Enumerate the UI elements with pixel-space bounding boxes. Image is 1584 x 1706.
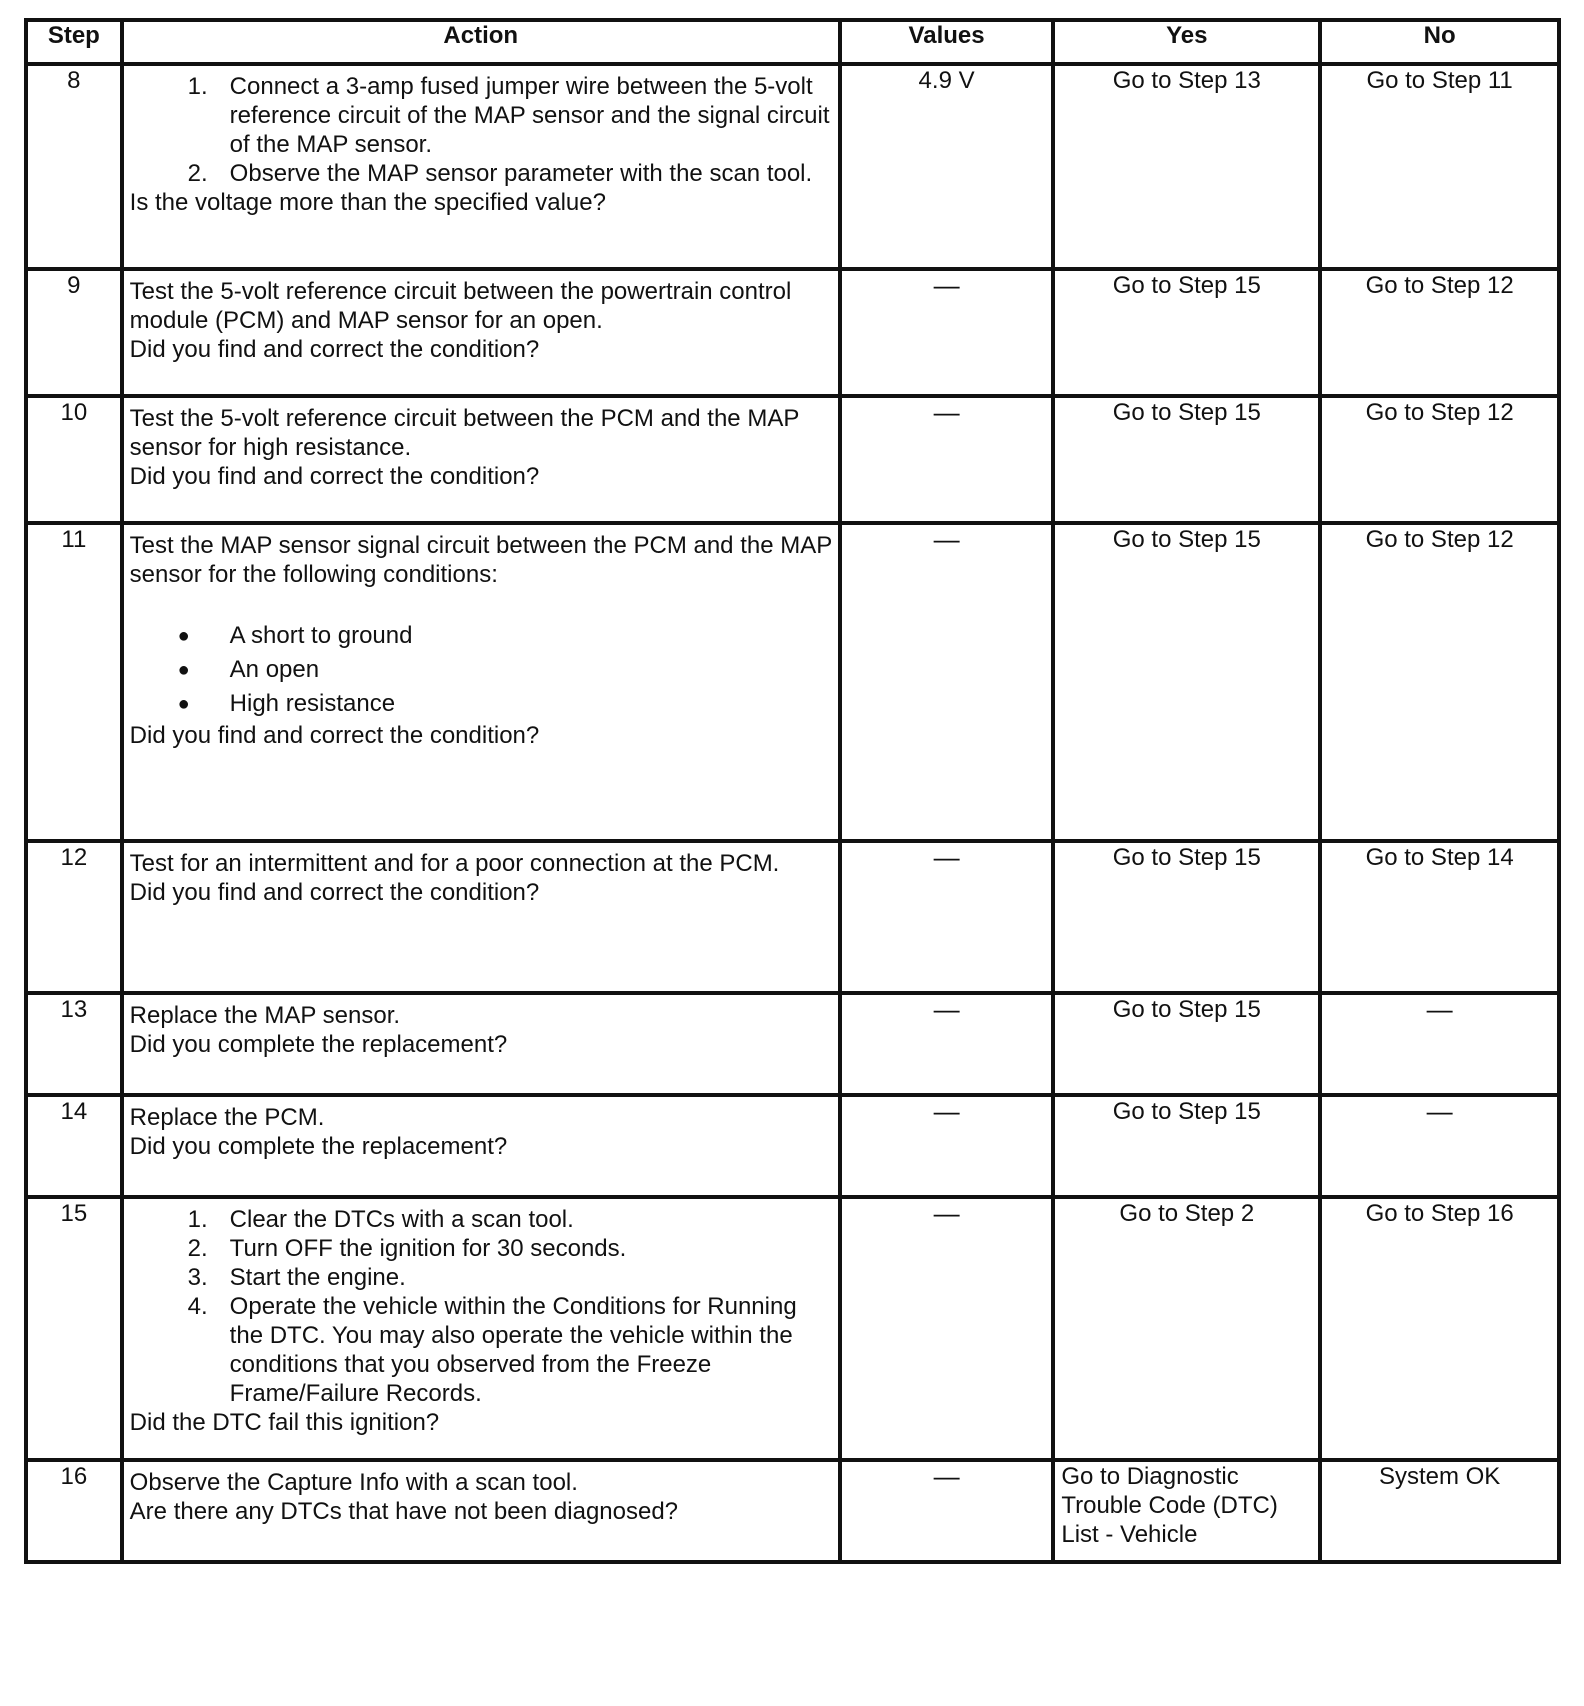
action-text: Replace the MAP sensor. <box>129 1002 401 1029</box>
no-result: Go to Step 11 <box>1366 67 1513 94</box>
no-result: Go to Step 12 <box>1365 526 1514 553</box>
step-number: 12 <box>60 844 88 871</box>
yes-result: Go to Step 15 <box>1112 1098 1261 1125</box>
table-row <box>26 1095 1559 1197</box>
action-text: Test the MAP sensor signal circuit between the PCM and the MAP sensor for the following conditions: <box>129 532 832 588</box>
action-question: Are there any DTCs that have not been diagnosed? <box>129 1498 679 1525</box>
no-result: System OK <box>1378 1463 1501 1490</box>
table-row <box>26 841 1559 993</box>
yes-result: Go to Step 13 <box>1112 67 1261 94</box>
action-text: Test the 5-volt reference circuit between the PCM and the MAP sensor for high resistance. <box>129 405 799 461</box>
step-number: 15 <box>60 1200 88 1227</box>
value-text: — <box>933 994 960 1024</box>
table-row <box>26 1197 1559 1460</box>
no-result: Go to Step 12 <box>1365 399 1514 426</box>
action-question: Did you complete the replacement? <box>129 1031 508 1058</box>
yes-result: Go to Step 15 <box>1112 399 1261 426</box>
step-number: 10 <box>60 399 88 426</box>
diagnostic-table-sheet <box>24 18 1561 1682</box>
table-row <box>26 64 1559 269</box>
table-row <box>26 993 1559 1095</box>
no-result: — <box>1426 994 1453 1024</box>
action-question: Did you find and correct the condition? <box>129 463 540 490</box>
action-text: Test the 5-volt reference circuit between the powertrain control module (PCM) and MAP sensor for an open. <box>129 278 792 334</box>
header-step: Step <box>26 20 122 64</box>
no-result: Go to Step 14 <box>1365 844 1514 871</box>
value-text: — <box>933 1096 960 1126</box>
action-question: Did you find and correct the condition? <box>129 722 540 749</box>
value-text: 4.9 V <box>918 67 975 94</box>
header-yes: Yes <box>1053 20 1320 64</box>
list-item: 1. Connect a 3-amp fused jumper wire between the 5-volt reference circuit of the MAP sensor and the signal circuit of the MAP sensor. <box>187 73 830 158</box>
header-values: Values <box>840 20 1054 64</box>
table-row <box>26 269 1559 396</box>
no-result: — <box>1426 1096 1453 1126</box>
yes-result: Go to Step 15 <box>1112 526 1261 553</box>
yes-result: Go to Step 15 <box>1112 996 1261 1023</box>
diagnostic-table <box>24 18 1561 1564</box>
yes-result: Go to Step 15 <box>1112 844 1261 871</box>
no-result: Go to Step 12 <box>1365 272 1514 299</box>
action-question: Did you complete the replacement? <box>129 1133 508 1160</box>
action-question: Did the DTC fail this ignition? <box>129 1409 440 1436</box>
list-item: 4. Operate the vehicle within the Conditions for Running the DTC. You may also operate the vehicle within the conditions that you observed from the Freeze Frame/Failure Records. <box>187 1293 797 1407</box>
header-no: No <box>1320 20 1559 64</box>
action-question: Did you find and correct the condition? <box>129 879 540 906</box>
list-item: ● High resistance <box>177 690 396 717</box>
table-row <box>26 523 1559 841</box>
step-number: 14 <box>60 1098 88 1125</box>
condition-list <box>130 619 834 721</box>
action-steps <box>130 72 834 188</box>
value-text: — <box>933 397 960 427</box>
list-item: 2. Observe the MAP sensor parameter with the scan tool. <box>187 160 813 187</box>
action-question: Did you find and correct the condition? <box>129 336 540 363</box>
yes-result: Go to Step 2 <box>1119 1200 1255 1227</box>
action-text: Test for an intermittent and for a poor connection at the PCM. <box>129 850 780 877</box>
list-item: ● A short to ground <box>177 622 413 649</box>
action-text: Replace the PCM. <box>129 1104 325 1131</box>
table-row <box>26 396 1559 523</box>
header-row <box>26 20 1559 64</box>
value-text: — <box>933 1198 960 1228</box>
value-text: — <box>933 524 960 554</box>
value-text: — <box>933 842 960 872</box>
list-item: 3. Start the engine. <box>187 1264 406 1291</box>
step-number: 9 <box>67 272 81 299</box>
list-item: 2. Turn OFF the ignition for 30 seconds. <box>187 1235 627 1262</box>
action-text: Observe the Capture Info with a scan tool. <box>129 1469 578 1496</box>
step-number: 8 <box>67 67 81 94</box>
list-item: ● An open <box>177 656 320 683</box>
value-text: — <box>933 270 960 300</box>
table-row <box>26 1460 1559 1562</box>
yes-result: Go to Step 15 <box>1112 272 1261 299</box>
step-number: 13 <box>60 996 88 1023</box>
list-item: 1. Clear the DTCs with a scan tool. <box>187 1206 574 1233</box>
yes-result: Go to Diagnostic Trouble Code (DTC) List - Vehicle <box>1061 1463 1278 1548</box>
header-action: Action <box>122 20 840 64</box>
action-question: Is the voltage more than the specified value? <box>129 189 606 216</box>
value-text: — <box>933 1461 960 1491</box>
step-number: 16 <box>60 1463 88 1490</box>
step-number: 11 <box>61 526 87 553</box>
action-steps <box>130 1205 834 1408</box>
no-result: Go to Step 16 <box>1365 1200 1514 1227</box>
